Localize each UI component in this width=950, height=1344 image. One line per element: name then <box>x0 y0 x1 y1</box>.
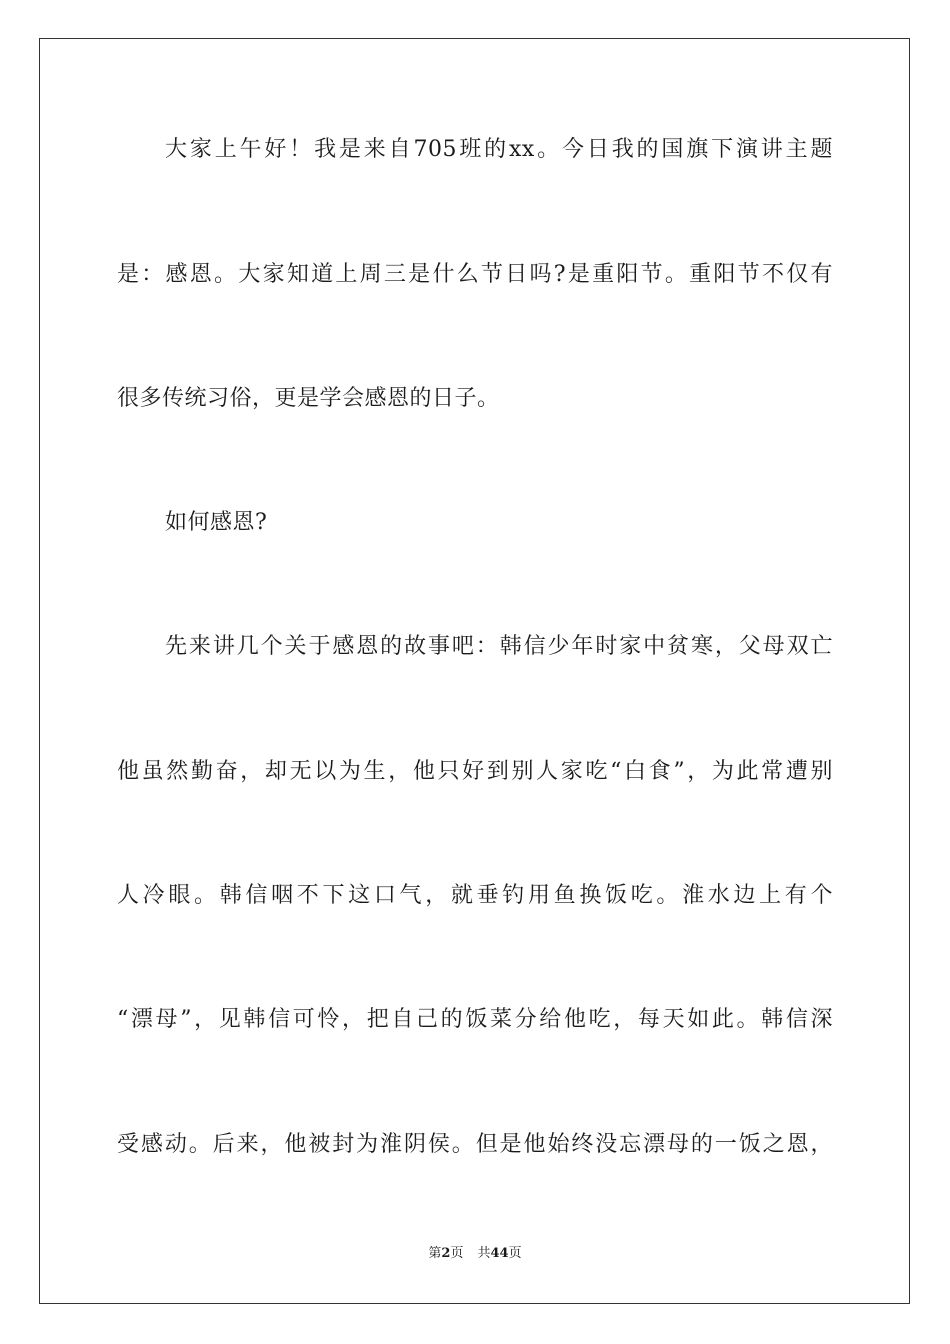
paragraph-line-4: 如何感恩? <box>165 510 268 535</box>
paragraph-line-6: 他虽然勤奋，却无以为生，他只好到别人家吃“白食”，为此常遭别 <box>117 759 833 784</box>
paragraph-line-9: 受感动。后来，他被封为淮阴侯。但是他始终没忘漂母的一饭之恩， <box>117 1132 833 1157</box>
paragraph-line-5: 先来讲几个关于感恩的故事吧：韩信少年时家中贫寒，父母双亡 <box>165 634 833 659</box>
paragraph-line-2: 是：感恩。大家知道上周三是什么节日吗?是重阳节。重阳节不仅有 <box>117 262 833 287</box>
footer-total-prefix: 共 <box>477 1246 491 1261</box>
footer-total-suffix: 页 <box>508 1246 522 1261</box>
page-border <box>39 38 910 1304</box>
paragraph-line-7: 人冷眼。韩信咽不下这口气，就垂钓用鱼换饭吃。淮水边上有个 <box>117 883 833 908</box>
paragraph-line-1: 大家上午好！我是来自705班的xx。今日我的国旗下演讲主题 <box>165 137 833 162</box>
footer-page-prefix: 第 <box>428 1246 442 1261</box>
footer-page-number: 2 <box>441 1246 451 1261</box>
page-footer <box>0 1245 950 1263</box>
paragraph-line-3: 很多传统习俗，更是学会感恩的日子。 <box>117 386 500 411</box>
footer-page-suffix: 页 <box>450 1246 464 1261</box>
paragraph-line-8: “漂母”，见韩信可怜，把自己的饭菜分给他吃，每天如此。韩信深 <box>117 1007 833 1032</box>
footer-total-pages: 44 <box>490 1246 509 1261</box>
